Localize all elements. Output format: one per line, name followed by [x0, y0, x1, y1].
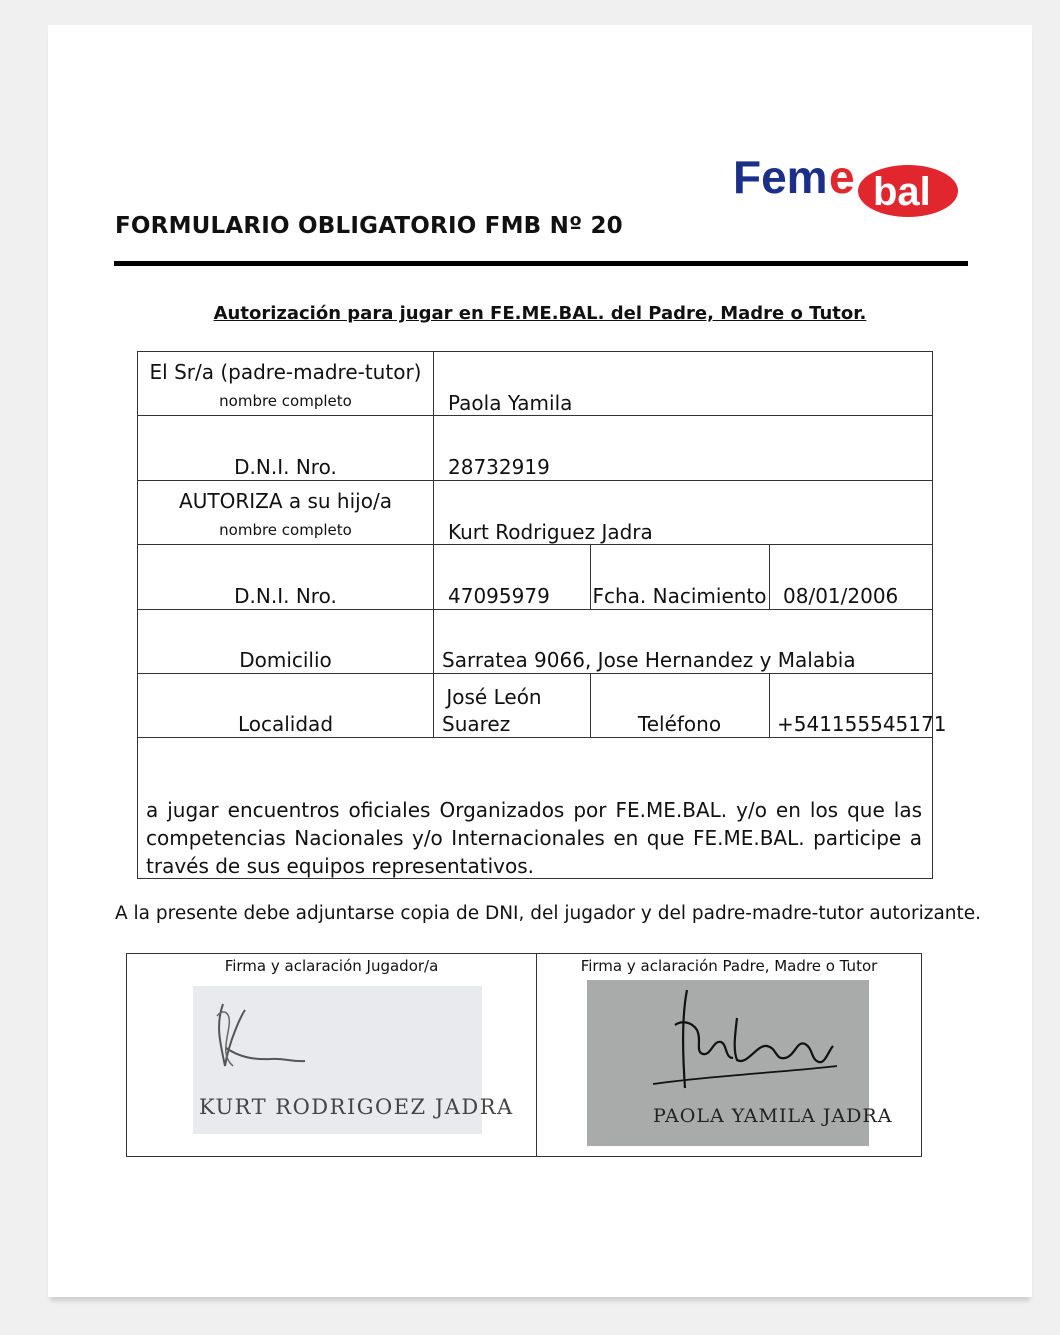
child-label: AUTORIZA a su hijo/a: [179, 489, 392, 513]
player-signature-image: [193, 986, 514, 1134]
parent-dni-value: 28732919: [448, 455, 550, 479]
parent-sublabel: nombre completo: [219, 392, 352, 410]
parent-name-value: Paola Yamila: [448, 391, 573, 415]
child-dni-label: D.N.I. Nro.: [234, 584, 337, 608]
authorization-text: a jugar encuentros oficiales Organizados por FE.ME.BAL. y/o en los que las competencias Nacionales y/o Internacionales en que FE.ME.BAL. participe a través de sus equipos representativos.: [146, 798, 922, 878]
address-value: Sarratea 9066, Jose Hernandez y Malabia: [442, 648, 856, 672]
child-name-value: Kurt Rodriguez Jadra: [448, 520, 653, 544]
phone-label: Teléfono: [637, 712, 722, 736]
child-dni-value: 47095979: [448, 584, 550, 608]
parent-signature-image: [587, 980, 893, 1146]
form-title: FORMULARIO OBLIGATORIO FMB Nº 20: [115, 213, 623, 239]
phone-value: +541155545171: [777, 712, 947, 736]
signature-table: [126, 953, 922, 1157]
player-signature-text: KURT RODRIGOEZ JADRA: [199, 1095, 514, 1119]
address-label: Domicilio: [239, 648, 332, 672]
document-page: [48, 25, 1032, 1297]
parent-signature-text: PAOLA YAMILA JADRA: [653, 1105, 893, 1127]
locality-label: Localidad: [237, 712, 334, 736]
player-signature-scribble: [193, 986, 514, 1134]
attachment-note: A la presente debe adjuntarse copia de DNI, del jugador y del padre-madre-tutor autorizante.: [115, 903, 982, 924]
svg-text:e: e: [829, 151, 855, 203]
child-sublabel: nombre completo: [219, 521, 352, 539]
locality-value-line2: Suarez: [442, 712, 511, 736]
player-signature-label: Firma y aclaración Jugador/a: [224, 957, 439, 975]
birth-date-value: 08/01/2006: [783, 584, 899, 608]
parent-dni-label: D.N.I. Nro.: [234, 455, 337, 479]
parent-signature-label: Firma y aclaración Padre, Madre o Tutor: [580, 957, 878, 975]
title-rule: [114, 261, 968, 266]
svg-text:Fem: Fem: [733, 151, 828, 203]
svg-text:bal: bal: [873, 170, 931, 214]
form-subtitle: Autorización para jugar en FE.ME.BAL. del Padre, Madre o Tutor.: [213, 303, 867, 324]
authorization-table: [137, 351, 947, 879]
femebal-logo: [733, 143, 963, 221]
parent-signature-scribble: [587, 980, 893, 1146]
parent-label: El Sr/a (padre-madre-tutor): [149, 360, 422, 384]
locality-value-line1: José León: [446, 685, 542, 709]
birth-date-label: Fcha. Nacimiento: [592, 584, 767, 608]
